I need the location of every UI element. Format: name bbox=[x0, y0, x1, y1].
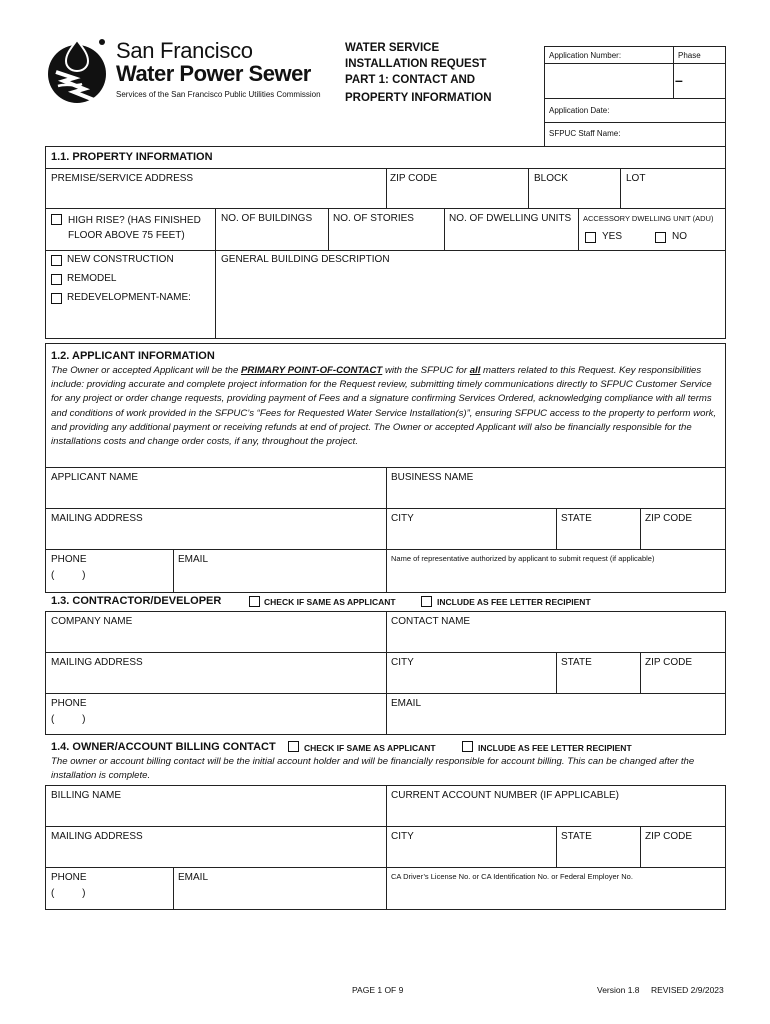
business-name-field[interactable]: BUSINESS NAME bbox=[391, 472, 474, 483]
application-date-field[interactable]: Application Date: bbox=[549, 106, 610, 115]
form-title-line2: INSTALLATION REQUEST bbox=[345, 58, 487, 70]
phase-dash: – bbox=[675, 72, 683, 88]
phase-label: Phase bbox=[678, 51, 701, 60]
org-subtitle: Services of the San Francisco Public Utilities Commission bbox=[116, 90, 321, 99]
billing-state-field[interactable]: STATE bbox=[561, 831, 592, 842]
primary-contact-emphasis: PRIMARY POINT-OF-CONTACT bbox=[241, 365, 383, 376]
applicant-phone-area: ( ) bbox=[51, 570, 86, 581]
contractor-fee-label: INCLUDE AS FEE LETTER RECIPIENT bbox=[437, 597, 591, 607]
all-emphasis: all bbox=[469, 365, 481, 376]
adu-yes-label: YES bbox=[602, 231, 623, 242]
contractor-state-field[interactable]: STATE bbox=[561, 657, 592, 668]
staff-name-field[interactable]: SFPUC Staff Name: bbox=[549, 129, 621, 138]
billing-same-checkbox[interactable] bbox=[288, 741, 299, 752]
billing-phone-field[interactable]: PHONE bbox=[51, 872, 87, 883]
redevelopment-label: REDEVELOPMENT-NAME: bbox=[67, 292, 191, 303]
billing-fee-label: INCLUDE AS FEE LETTER RECIPIENT bbox=[478, 743, 632, 753]
form-title bbox=[345, 40, 520, 106]
applicant-mailing-field[interactable]: MAILING ADDRESS bbox=[51, 513, 143, 524]
revised-date: REVISED 2/9/2023 bbox=[651, 985, 724, 995]
premise-address-field[interactable]: PREMISE/SERVICE ADDRESS bbox=[51, 173, 194, 184]
new-construction-checkbox[interactable] bbox=[51, 255, 62, 266]
high-rise-label bbox=[68, 213, 201, 243]
form-title-line3: PART 1: CONTACT AND bbox=[345, 74, 476, 86]
contractor-same-checkbox[interactable] bbox=[249, 596, 260, 607]
stories-count-field[interactable]: NO. OF STORIES bbox=[333, 213, 414, 224]
billing-name-field[interactable]: BILLING NAME bbox=[51, 790, 122, 801]
applicant-phone-field[interactable]: PHONE bbox=[51, 554, 87, 565]
property-info-title: 1.1. PROPERTY INFORMATION bbox=[51, 151, 213, 163]
high-rise-label-line1: HIGH RISE? (HAS FINISHED bbox=[68, 215, 201, 226]
contractor-zip-field[interactable]: ZIP CODE bbox=[645, 657, 693, 668]
billing-zip-field[interactable]: ZIP CODE bbox=[645, 831, 693, 842]
adu-yes-checkbox[interactable] bbox=[585, 232, 596, 243]
application-number-field[interactable] bbox=[548, 64, 672, 97]
adu-label: ACCESSORY DWELLING UNIT (ADU) bbox=[583, 214, 714, 223]
applicant-city-field[interactable]: CITY bbox=[391, 513, 414, 524]
general-description-field[interactable]: GENERAL BUILDING DESCRIPTION bbox=[221, 254, 390, 265]
billing-email-field[interactable]: EMAIL bbox=[178, 872, 209, 883]
company-name-field[interactable]: COMPANY NAME bbox=[51, 616, 133, 627]
billing-mailing-field[interactable]: MAILING ADDRESS bbox=[51, 831, 143, 842]
billing-same-label: CHECK IF SAME AS APPLICANT bbox=[304, 743, 436, 753]
lot-field[interactable]: LOT bbox=[626, 173, 646, 184]
contractor-mailing-field[interactable]: MAILING ADDRESS bbox=[51, 657, 143, 668]
billing-city-field[interactable]: CITY bbox=[391, 831, 414, 842]
paragraph-text-c: with the SFPUC for bbox=[382, 365, 470, 376]
org-name-line2: Water Power Sewer bbox=[116, 61, 311, 86]
application-number-label: Application Number: bbox=[549, 51, 622, 60]
block-field[interactable]: BLOCK bbox=[534, 173, 568, 184]
billing-phone-area: ( ) bbox=[51, 888, 86, 899]
contact-name-field[interactable]: CONTACT NAME bbox=[391, 616, 471, 627]
org-name-line1: San Francisco bbox=[116, 38, 253, 63]
contractor-phone-area: ( ) bbox=[51, 714, 86, 725]
form-title-line4: PROPERTY INFORMATION bbox=[345, 92, 492, 104]
representative-field[interactable]: Name of representative authorized by applicant to submit request (if applicable) bbox=[391, 554, 655, 563]
paragraph-text-a: The Owner or accepted Applicant will be the bbox=[51, 365, 242, 376]
adu-no-label: NO bbox=[672, 231, 687, 242]
applicant-info-paragraph bbox=[51, 364, 721, 449]
page-number: PAGE 1 OF 9 bbox=[352, 985, 404, 995]
contractor-title: 1.3. CONTRACTOR/DEVELOPER bbox=[51, 595, 222, 607]
new-construction-label: NEW CONSTRUCTION bbox=[67, 254, 174, 265]
contractor-city-field[interactable]: CITY bbox=[391, 657, 414, 668]
paragraph-text-e: matters related to this Request. Key responsibilities include: providing accurate and complete project information for the Request review, submitting timely communications directly to SFPUC Customer Service for any project or order change requests, providing payment of Fees and a signature confirming Services Ordered, acknowledging compliance with all terms and conditions of work provided in the SFPUC’s “Fees for Requested Water Service Installation(s)”, ensuring SFPUC access to the property to perform work, and providing any additional payment or receiving refunds at end of project. The Owner or accepted Applicant will also be financially responsible for the installations costs and change order costs, if any, throughout the project. bbox=[51, 365, 717, 448]
high-rise-label-line2: FLOOR ABOVE 75 FEET) bbox=[68, 230, 185, 241]
applicant-email-field[interactable]: EMAIL bbox=[178, 554, 209, 565]
remodel-checkbox[interactable] bbox=[51, 274, 62, 285]
applicant-state-field[interactable]: STATE bbox=[561, 513, 592, 524]
applicant-zip-field[interactable]: ZIP CODE bbox=[645, 513, 693, 524]
form-title-line1: WATER SERVICE bbox=[345, 42, 440, 54]
contractor-phone-field[interactable]: PHONE bbox=[51, 698, 87, 709]
billing-paragraph: The owner or account billing contact will be the initial account holder and will be financially responsible for account billing. This can be changed after the installation is complete. bbox=[51, 756, 695, 782]
contractor-fee-checkbox[interactable] bbox=[421, 596, 432, 607]
version-label: Version 1.8 bbox=[597, 985, 640, 995]
account-number-field[interactable]: CURRENT ACCOUNT NUMBER (IF APPLICABLE) bbox=[391, 790, 620, 801]
billing-contact-title: 1.4. OWNER/ACCOUNT BILLING CONTACT bbox=[51, 741, 276, 753]
billing-fee-checkbox[interactable] bbox=[462, 741, 473, 752]
buildings-count-field[interactable]: NO. OF BUILDINGS bbox=[221, 213, 313, 224]
property-zip-field[interactable]: ZIP CODE bbox=[390, 173, 438, 184]
adu-no-checkbox[interactable] bbox=[655, 232, 666, 243]
remodel-label: REMODEL bbox=[67, 273, 117, 284]
license-number-field[interactable]: CA Driver’s License No. or CA Identification No. or Federal Employer No. bbox=[391, 872, 633, 881]
redevelopment-checkbox[interactable] bbox=[51, 293, 62, 304]
dwelling-units-field[interactable]: NO. OF DWELLING UNITS bbox=[449, 213, 572, 224]
applicant-name-field[interactable]: APPLICANT NAME bbox=[51, 472, 139, 483]
applicant-info-title: 1.2. APPLICANT INFORMATION bbox=[51, 350, 215, 362]
contractor-email-field[interactable]: EMAIL bbox=[391, 698, 422, 709]
contractor-same-label: CHECK IF SAME AS APPLICANT bbox=[264, 597, 396, 607]
sfpuc-logo-icon bbox=[44, 34, 112, 106]
high-rise-checkbox[interactable] bbox=[51, 214, 62, 225]
